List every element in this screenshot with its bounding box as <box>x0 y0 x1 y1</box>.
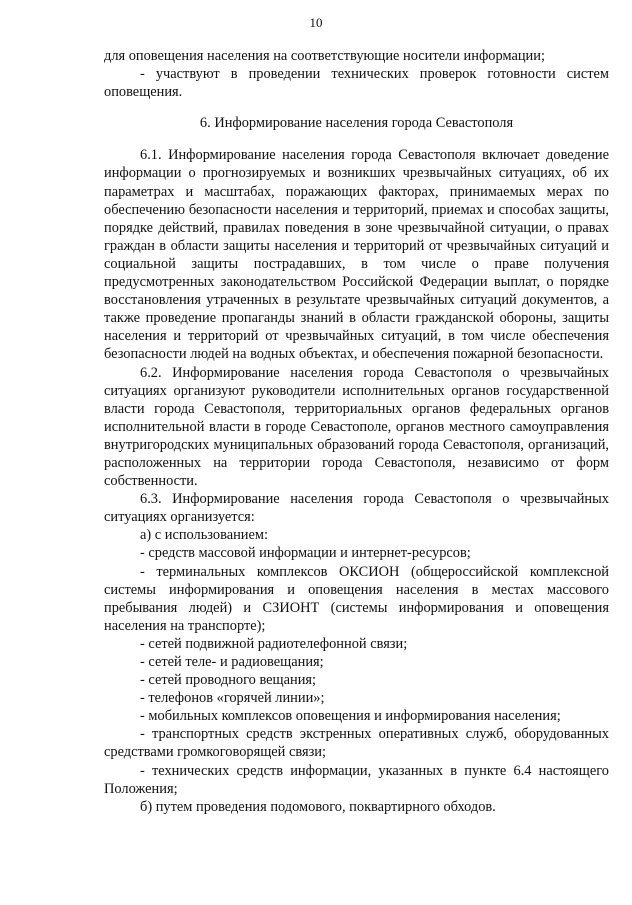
paragraph-6-3: 6.3. Информирование населения города Севастополя о чрезвычайных ситуациях организуется: <box>104 491 609 526</box>
list-item-mobile-complexes: - мобильных комплексов оповещения и информирования населения; <box>140 708 561 725</box>
document-body <box>104 47 609 816</box>
paragraph-continuation: для оповещения населения на соответствующие носители информации; <box>104 48 545 64</box>
list-item-tv-radio: - сетей теле- и радиовещания; <box>140 654 324 670</box>
list-item-technical-means: - технических средств информации, указанных в пункте 6.4 настоящего Положения; <box>104 762 609 797</box>
list-item-oksion: - терминальных комплексов ОКСИОН (общероссийской комплексной системы информирования и оповещения населения в местах массового пребывания людей) и СЗИОНТ (системы информирования и оповещения населения на транспорте); <box>104 563 609 634</box>
paragraph-6-2: 6.2. Информирование населения города Севастополя о чрезвычайных ситуациях организуют руководители исполнительных органов государственной власти города Севастополя, территориальных органов федеральных органов исполнительной власти в городе Севастополе, органов местного самоуправления внутригородских муниципальных образований города Севастополя, организаций, расположенных на территории города Севастополя, независимо от форм собственности. <box>104 364 609 490</box>
page-number: 10 <box>309 15 323 30</box>
sub-item-a: а) с использованием: <box>140 527 268 544</box>
paragraph-6-1: 6.1. Информирование населения города Севастополя включает доведение информации о прогнозируемых и возникших чрезвычайных ситуациях, об их параметрах и масштабах, поражающих факторах, принимаемых мерах по обеспечению безопасности населения и территорий, приемах и способах защиты, порядке действий, правилах поведения в зоне чрезвычайной ситуации, о правах граждан в области защиты населения и территорий от чрезвычайных ситуаций и социальной защиты пострадавших, в том числе о праве получения предусмотренных законодательством Российской Федерации выплат, о порядке восстановления утраченных в результате чрезвычайных ситуаций документов, а также проведение пропаганды знаний в области гражданской обороны, защиты населения и территорий от чрезвычайных ситуаций, в том числе обеспечения безопасности людей на водных объектах, и обеспечения пожарной безопасности. <box>104 147 609 363</box>
list-item-mobile-networks: - сетей подвижной радиотелефонной связи; <box>140 635 408 652</box>
list-item-hotline: - телефонов «горячей линии»; <box>140 690 325 707</box>
sub-item-b: б) путем проведения подомового, поквартирного обходов. <box>140 798 496 815</box>
list-item-wired-broadcasting: - сетей проводного вещания; <box>140 672 317 689</box>
list-item-emergency-vehicles: - транспортных средств экстренных оперативных служб, оборудованных средствами громкоговорящей связи; <box>104 726 609 761</box>
list-item-technical-checks: - участвуют в проведении технических проверок готовности систем оповещения. <box>104 66 609 101</box>
section-heading: 6. Информирование населения города Севастополя <box>199 115 514 132</box>
list-item-mass-media: - средств массовой информации и интернет-ресурсов; <box>140 545 471 562</box>
